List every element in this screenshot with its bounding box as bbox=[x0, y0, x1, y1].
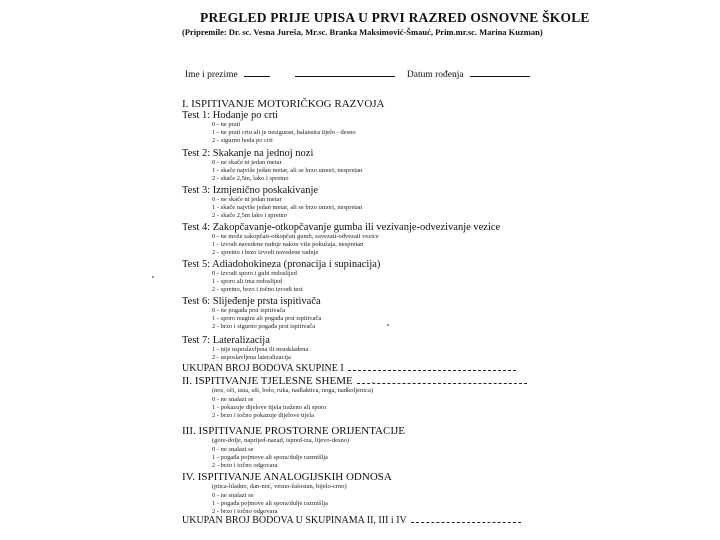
section-2-title-text: II. ISPITIVANJE TJELESNE SHEME bbox=[182, 375, 353, 387]
name-line-long bbox=[295, 68, 395, 77]
section-3-note: (gore-dolje, naprijed-nazad, ispred-iza, lijevo-desno) bbox=[212, 437, 350, 444]
dob-label: Datum rođenja bbox=[406, 70, 464, 80]
scan-speck bbox=[372, 382, 374, 384]
dob-line bbox=[470, 68, 530, 77]
section-1-title: I. ISPITIVANJE MOTORIČKOG RAZVOJA bbox=[182, 98, 385, 110]
form-authors: (Pripremile: Dr. sc. Vesna Jureša, Mr.sc. Branka Maksimović-Šmauć, Prim.mr.sc. Marina Kuzman) bbox=[182, 27, 543, 37]
test-3-title: Test 3: Izmjenično poskakivanje bbox=[182, 185, 319, 196]
section-1-total-line bbox=[348, 364, 516, 371]
test-3-option: 0 - ne skače ni jedan metar bbox=[212, 196, 282, 203]
test-6-title: Test 6: Slijeđenje prsta ispitivača bbox=[182, 296, 321, 307]
test-6-option: 0 - ne pogađa prst ispitivača bbox=[212, 307, 286, 314]
section-4-title: IV. ISPITIVANJE ANALOGIJSKIH ODNOSA bbox=[182, 471, 392, 483]
test-6-option: 2 - brzo i sigurno pogađa prst ispitivača bbox=[212, 323, 316, 330]
section-2-note: (nos, oči, usta, uši, bolo, ruka, nadlaktica, noga, nadkoljenica) bbox=[212, 387, 374, 394]
test-1-title: Test 1: Hodanje po crti bbox=[182, 110, 279, 121]
section-4-note: (ptica-hladno, dan-noć, vesno-žalostan, bijelo-crno) bbox=[212, 483, 347, 490]
test-1-option: 0 - ne prati bbox=[212, 121, 241, 128]
test-2-option: 0 - ne skače ni jedan metar bbox=[212, 159, 282, 166]
scan-speck bbox=[152, 276, 154, 278]
test-7-option: 2 - usposlavljena lateralizacija bbox=[212, 354, 291, 361]
section-2-line bbox=[357, 377, 527, 384]
form-title: PREGLED PRIJE UPISA U PRVI RAZRED OSNOVNE ŠKOLE bbox=[200, 10, 590, 25]
section-4-option: 0 - ne snalazi se bbox=[212, 492, 254, 499]
section-2-option: 0 - ne snalazi se bbox=[212, 396, 254, 403]
test-3-option: 2 - skače 2,5m lako i spretno bbox=[212, 212, 287, 219]
test-3-option: 1 - skače najviše jedan metar, ali se brzo umori, nespretan bbox=[212, 204, 363, 211]
test-7-option: 1 - nije usposlavljena ili neuskladena bbox=[212, 346, 309, 353]
test-4-title: Test 4: Zakopčavanje-otkopčavanje gumba ili vezivanje-odvezivanje vezice bbox=[182, 222, 501, 233]
test-4-option: 1 - izvodi navedene radnje nakon više pokušaja, nespretan bbox=[212, 241, 364, 248]
section-3-title: III. ISPITIVANJE PROSTORNE ORIJENTACIJE bbox=[182, 425, 405, 437]
test-1-option: 1 - ne prati crtu ali je nesiguran, balansira tijelo - desno bbox=[212, 129, 356, 136]
section-3-option: 2 - brzo i točno odgovara bbox=[212, 462, 278, 469]
final-total bbox=[182, 515, 521, 526]
test-7-title: Test 7: Lateralizacija bbox=[182, 335, 270, 346]
final-total-label: UKUPAN BROJ BODOVA U SKUPINAMA II, III i IV bbox=[182, 515, 407, 526]
test-4-option: 0 - ne može zakopčati-otkopčati gumb, zavezati-odvezati vezice bbox=[212, 233, 379, 240]
name-label: Ime i prezime bbox=[185, 70, 238, 80]
name-line-short bbox=[244, 68, 270, 77]
test-5-option: 0 - izvodi sporo i gubi redoslijed bbox=[212, 270, 297, 277]
test-5-option: 2 - spretno, brzo i točno izvodi test bbox=[212, 286, 303, 293]
section-1-total bbox=[182, 363, 516, 374]
test-5-option: 1 - sporo ali ima redoslijed bbox=[212, 278, 282, 285]
section-3-option: 1 - pogađa pojmove ali spora/dulje razmišlja bbox=[212, 454, 328, 461]
test-2-option: 1 - skače najviše jedan metar, ali se brzo umori, nespretan bbox=[212, 167, 363, 174]
test-5-title: Test 5: Adiadohokineza (pronacija i supinacija) bbox=[182, 259, 381, 270]
test-4-option: 2 - spretno i brzo izvodi navedene radnje bbox=[212, 249, 319, 256]
section-4-option: 1 - pogađa pojmove ali spora/dulje razmišlja bbox=[212, 500, 328, 507]
section-4-option: 2 - brzo i točno odgovara bbox=[212, 508, 278, 515]
section-2-title bbox=[182, 375, 527, 387]
test-2-title: Test 2: Skakanje na jednoj nozi bbox=[182, 148, 314, 159]
section-1-total-label: UKUPAN BROJ BODOVA SKUPINE I bbox=[182, 363, 344, 374]
section-2-option: 2 - brzo i točno pokazuje dijelove tijela bbox=[212, 412, 314, 419]
test-2-option: 2 - skače 2,5m, lako i spretno bbox=[212, 175, 289, 182]
final-total-line bbox=[411, 516, 521, 523]
test-1-option: 2 - sigurno hoda po crti bbox=[212, 137, 273, 144]
section-3-option: 0 - ne snalazi se bbox=[212, 446, 254, 453]
section-2-option: 1 - pokazuje dijelove tijela traženo ali sporo bbox=[212, 404, 327, 411]
test-6-option: 1 - sporo reagira ali pogađa prst ispitivača bbox=[212, 315, 322, 322]
identity-fields bbox=[185, 68, 530, 80]
scan-speck bbox=[387, 324, 389, 326]
